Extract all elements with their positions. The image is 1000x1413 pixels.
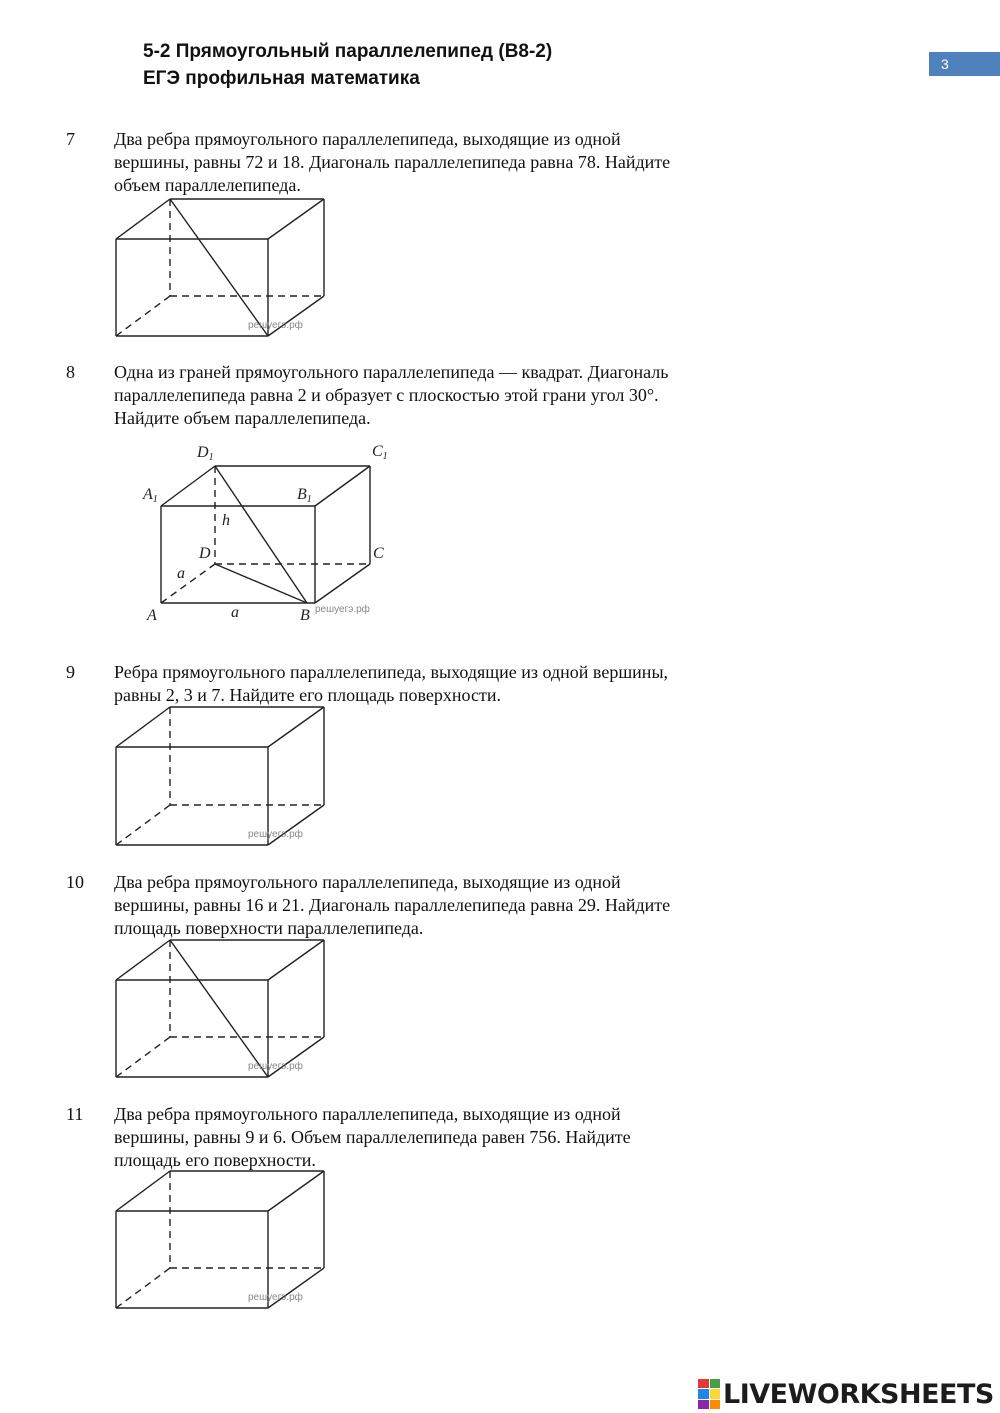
watermark: решуегэ.рф xyxy=(248,829,303,840)
height-label: h xyxy=(222,512,230,529)
problem-text-line: Одна из граней прямоугольного параллелепипеда — квадрат. Диагональ xyxy=(114,362,669,382)
problem-text-line: вершины, равны 16 и 21. Диагональ параллелепипеда равна 29. Найдите xyxy=(114,895,671,915)
problem-text-line: площадь его поверхности. xyxy=(114,1150,316,1170)
watermark: решуегэ.рф xyxy=(248,320,303,331)
side-label-a: a xyxy=(177,565,185,582)
problem-text-line: вершины, равны 72 и 18. Диагональ параллелепипеда равна 78. Найдите xyxy=(114,152,671,172)
problem-text xyxy=(114,361,754,430)
problem-text xyxy=(114,871,754,940)
worksheet-title xyxy=(143,38,552,92)
logo-color-block xyxy=(710,1400,721,1409)
logo-color-block xyxy=(698,1379,709,1388)
liveworksheets-logo[interactable] xyxy=(698,1377,994,1411)
vertex-label-c: C xyxy=(373,545,384,562)
problem-text-line: Два ребра прямоугольного параллелепипеда, выходящие из одной xyxy=(114,872,621,892)
side-label-a: a xyxy=(231,604,239,621)
logo-color-block xyxy=(698,1389,709,1398)
vertex-label-b: B xyxy=(300,607,310,624)
title-line-1: 5-2 Прямоугольный параллелепипед (В8-2) xyxy=(143,41,553,62)
parallelepiped-figure xyxy=(110,1169,340,1319)
problem-number: 8 xyxy=(66,362,75,382)
watermark: решуегэ.рф xyxy=(248,1061,303,1072)
problem-text-line: площадь поверхности параллелепипеда. xyxy=(114,918,424,938)
problem-number: 7 xyxy=(66,129,75,149)
vertex-label-b1: B1 xyxy=(297,486,312,505)
page-number-badge: 3 xyxy=(929,52,1000,76)
vertex-label-d: D xyxy=(199,545,211,562)
problem-text xyxy=(114,128,754,197)
vertex-label-c1: C1 xyxy=(372,443,388,462)
problem-number: 11 xyxy=(66,1104,84,1124)
logo-color-block xyxy=(710,1379,721,1388)
parallelepiped-figure xyxy=(110,194,340,344)
problem-text-line: параллелепипеда равна 2 и образует с плоскостью этой грани угол 30°. xyxy=(114,385,659,405)
watermark: решуегэ.рф xyxy=(248,1292,303,1303)
vertex-label-d1: D1 xyxy=(197,444,214,463)
watermark: решуегэ.рф xyxy=(315,604,370,615)
problem-text-line: Найдите объем параллелепипеда. xyxy=(114,408,371,428)
problem-text-line: Два ребра прямоугольного параллелепипеда, выходящие из одной xyxy=(114,129,621,149)
problem-text-line: равны 2, 3 и 7. Найдите его площадь поверхности. xyxy=(114,685,501,705)
problem-number: 9 xyxy=(66,662,75,682)
problem-text-line: объем параллелепипеда. xyxy=(114,175,301,195)
vertex-label-a1: A1 xyxy=(143,486,158,505)
problem-text xyxy=(114,1103,754,1172)
problem-text-line: Ребра прямоугольного параллелепипеда, выходящие из одной вершины, xyxy=(114,662,669,682)
liveworksheets-logo-icon xyxy=(698,1379,720,1409)
parallelepiped-figure xyxy=(110,701,340,851)
title-line-2: ЕГЭ профильная математика xyxy=(143,68,420,89)
problem-number: 10 xyxy=(66,872,84,892)
logo-text: LIVEWORKSHEETS xyxy=(723,1378,994,1410)
problem-text-line: вершины, равны 9 и 6. Объем параллелепипеда равен 756. Найдите xyxy=(114,1127,631,1147)
vertex-label-a: A xyxy=(147,607,157,624)
labeled-parallelepiped-figure xyxy=(140,439,400,629)
logo-color-block xyxy=(698,1400,709,1409)
parallelepiped-figure xyxy=(110,937,340,1087)
logo-color-block xyxy=(710,1389,721,1398)
problem-text-line: Два ребра прямоугольного параллелепипеда, выходящие из одной xyxy=(114,1104,621,1124)
